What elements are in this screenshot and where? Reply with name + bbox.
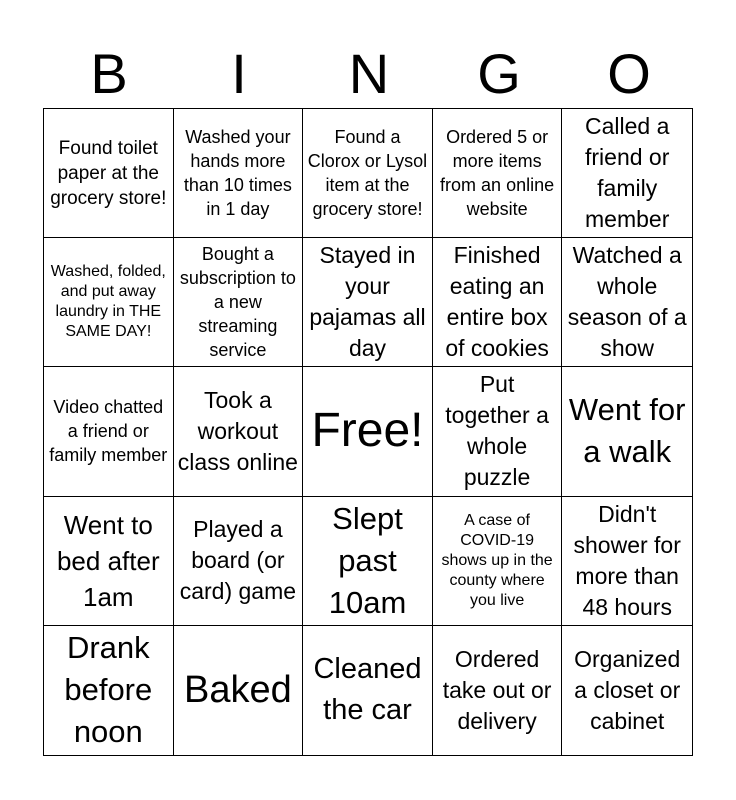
cell-text: Ordered take out or delivery bbox=[442, 645, 552, 734]
bingo-cell[interactable] bbox=[303, 626, 433, 755]
cell-text: Didn't shower for more than 48 hours bbox=[573, 500, 681, 620]
bingo-cell-free[interactable] bbox=[303, 367, 433, 496]
bingo-cell[interactable] bbox=[44, 238, 174, 367]
bingo-cell[interactable] bbox=[174, 497, 304, 626]
cell-text: Put together a whole puzzle bbox=[445, 371, 549, 491]
cell-text: Stayed in your pajamas all day bbox=[309, 242, 426, 362]
bingo-cell[interactable] bbox=[562, 626, 692, 755]
cell-text: Slept past 10am bbox=[328, 500, 407, 620]
cell-text: Drank before noon bbox=[64, 630, 153, 750]
header-letter-n: N bbox=[348, 42, 390, 105]
header-letter-b: B bbox=[90, 42, 128, 105]
bingo-cell[interactable] bbox=[433, 109, 563, 238]
cell-text: Went for a walk bbox=[568, 392, 686, 470]
bingo-cell[interactable] bbox=[44, 497, 174, 626]
cell-text: Baked bbox=[184, 669, 292, 712]
bingo-cell[interactable] bbox=[174, 109, 304, 238]
cell-text: Went to bed after 1am bbox=[56, 509, 160, 612]
bingo-cell[interactable] bbox=[562, 497, 692, 626]
cell-text: Washed, folded, and put away laundry in THE SAME DAY! bbox=[50, 263, 166, 341]
bingo-cell[interactable] bbox=[44, 367, 174, 496]
cell-text: Found toilet paper at the grocery store! bbox=[50, 137, 167, 209]
bingo-cell[interactable] bbox=[174, 238, 304, 367]
bingo-cell[interactable] bbox=[174, 626, 304, 755]
bingo-cell[interactable] bbox=[433, 626, 563, 755]
cell-text: Organized a closet or cabinet bbox=[574, 645, 681, 734]
cell-text: Bought a subscription to a new streaming service bbox=[179, 244, 296, 361]
bingo-cell[interactable] bbox=[303, 497, 433, 626]
cell-text: Watched a whole season of a show bbox=[567, 242, 687, 362]
cell-text: Video chatted a friend or family member bbox=[49, 397, 168, 466]
cell-text: Ordered 5 or more items from an online website bbox=[440, 127, 555, 220]
bingo-cell[interactable] bbox=[562, 238, 692, 367]
bingo-card-grid bbox=[43, 108, 693, 756]
bingo-cell[interactable] bbox=[303, 109, 433, 238]
bingo-header bbox=[44, 44, 694, 104]
cell-text: Called a friend or family member bbox=[585, 113, 670, 233]
header-letter-i: I bbox=[231, 42, 247, 105]
bingo-cell[interactable] bbox=[303, 238, 433, 367]
bingo-cell[interactable] bbox=[433, 238, 563, 367]
bingo-cell[interactable] bbox=[562, 109, 692, 238]
cell-text: Found a Clorox or Lysol item at the grocery store! bbox=[307, 127, 428, 220]
cell-text: Took a workout class online bbox=[177, 386, 298, 475]
bingo-cell[interactable] bbox=[174, 367, 304, 496]
cell-text: Finished eating an entire box of cookies bbox=[445, 242, 549, 362]
cell-text: A case of COVID-19 shows up in the county where you live bbox=[441, 511, 553, 609]
cell-text: Washed your hands more than 10 times in 1 day bbox=[183, 127, 292, 220]
bingo-cell[interactable] bbox=[562, 367, 692, 496]
bingo-cell[interactable] bbox=[433, 367, 563, 496]
cell-text: Cleaned the car bbox=[313, 653, 422, 727]
bingo-cell[interactable] bbox=[44, 626, 174, 755]
cell-text: Played a board (or card) game bbox=[179, 516, 297, 605]
bingo-cell[interactable] bbox=[44, 109, 174, 238]
bingo-cell[interactable] bbox=[433, 497, 563, 626]
header-letter-g: G bbox=[477, 42, 521, 105]
free-space-text: Free! bbox=[311, 404, 424, 458]
header-letter-o: O bbox=[607, 42, 651, 105]
